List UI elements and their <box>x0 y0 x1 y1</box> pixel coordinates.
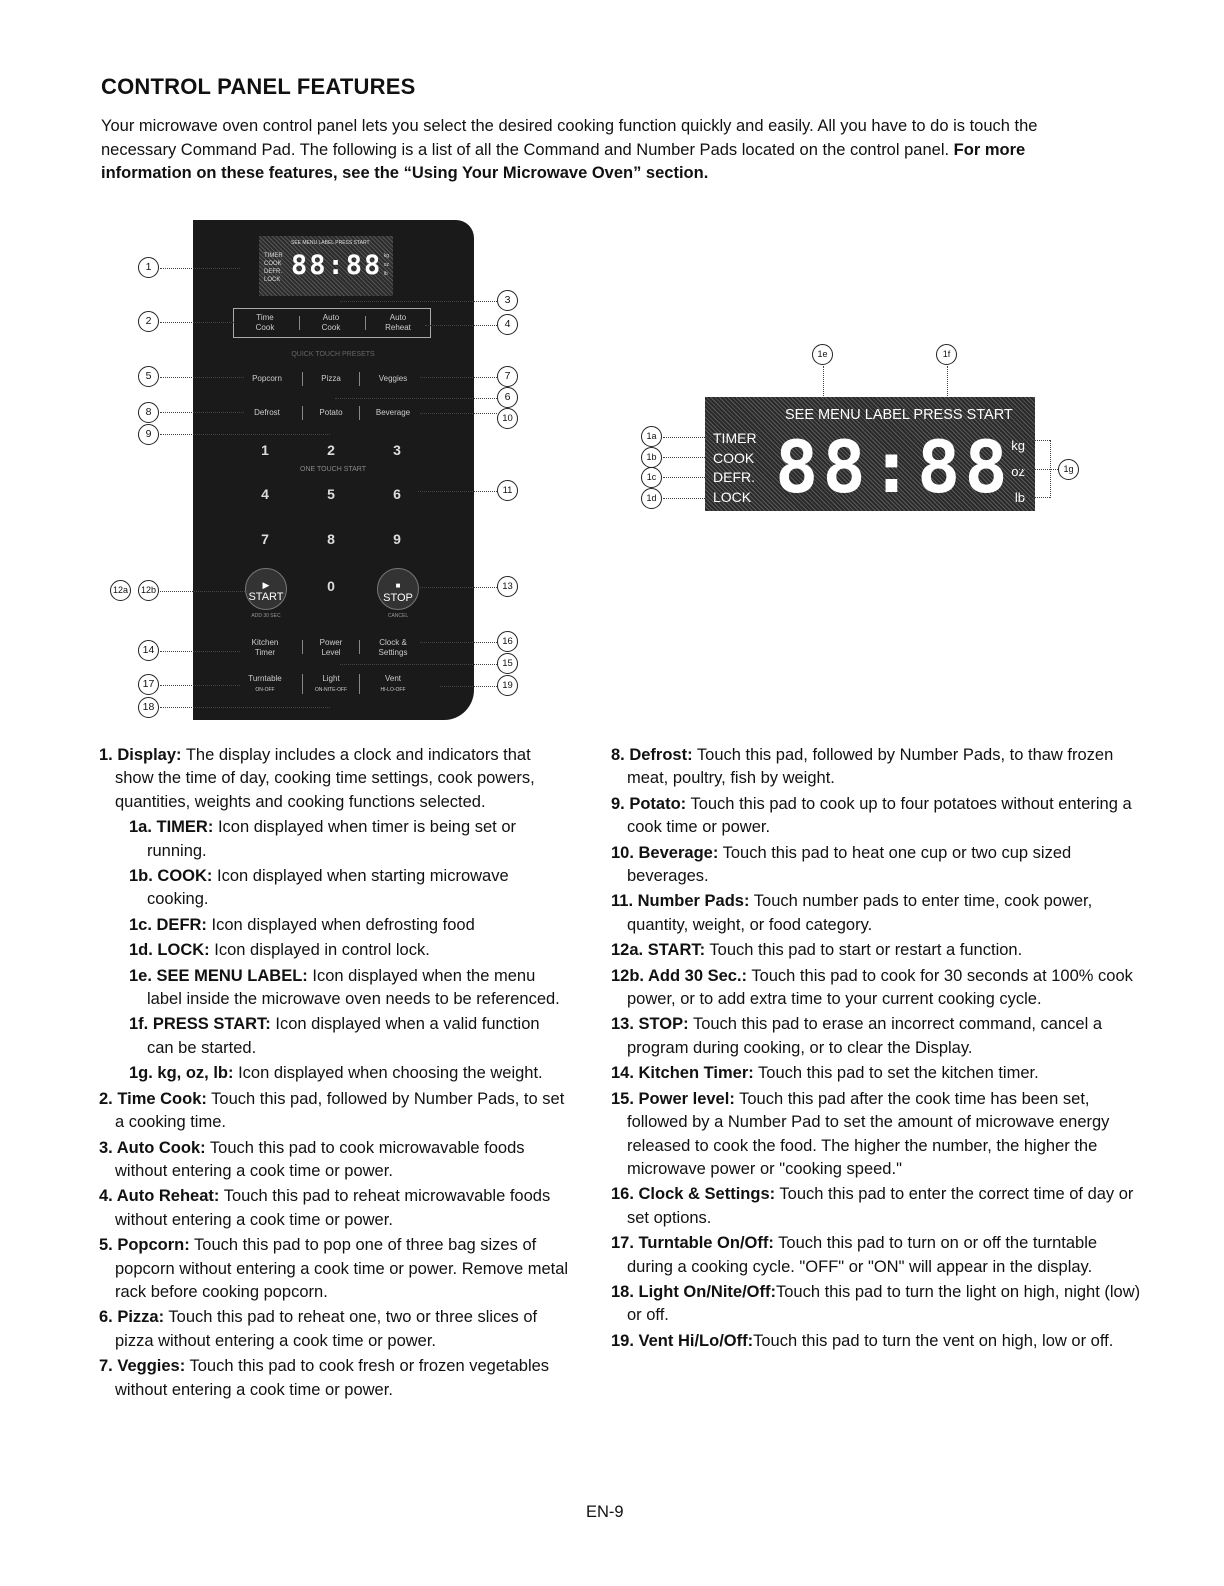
feature-description: Touch this pad to turn on or off the turntable during a cooking cycle. "OFF" or "ON" will appear in the display. <box>627 1234 1098 1276</box>
callout-10: 10 <box>497 408 518 429</box>
leader-line <box>160 268 240 269</box>
feature-item <box>99 914 569 937</box>
callout-1: 1 <box>138 257 159 278</box>
feature-item <box>611 842 1141 889</box>
feature-description: Icon displayed when timer is being set or running. <box>147 818 517 860</box>
feature-description: Icon displayed when starting microwave cooking. <box>147 867 509 909</box>
detail-indicator-lock: LOCK <box>713 488 752 505</box>
feature-item <box>99 965 569 1012</box>
feature-description: Icon displayed when a valid function can be started. <box>147 1015 540 1057</box>
leader-line <box>160 322 234 323</box>
leader-line <box>1020 497 1050 498</box>
intro-bold-text: For more information on these features, see the “Using Your Microwave Oven” section. <box>101 140 1026 182</box>
unit-oz: oz <box>383 262 389 268</box>
leader-line <box>160 707 330 708</box>
leader-line <box>663 457 713 458</box>
callout-11: 11 <box>497 480 518 501</box>
leader-line <box>160 685 240 686</box>
feature-label: 1e. SEE MENU LABEL: <box>129 966 308 985</box>
display-detail-header: SEE MENU LABEL PRESS START <box>785 407 1013 423</box>
callout-1g: 1g <box>1058 459 1079 480</box>
stop-button[interactable] <box>377 568 419 610</box>
start-label: START <box>248 591 284 603</box>
feature-description: Touch this pad to reheat microwavable foods without entering a cook time or power. <box>115 1187 551 1229</box>
feature-label: 13. STOP: <box>611 1015 689 1034</box>
feature-description: Icon displayed when choosing the weight. <box>233 1064 543 1083</box>
separator <box>365 316 366 330</box>
feature-item <box>611 965 1141 1012</box>
indicator-timer: TIMER <box>264 253 283 259</box>
feature-description: Touch this pad to reheat one, two or three slices of pizza without entering a cook time or power. <box>115 1308 538 1350</box>
feature-item <box>611 1281 1141 1328</box>
detail-unit-lb: lb <box>1014 490 1025 505</box>
feature-label: 1d. LOCK: <box>129 941 210 960</box>
feature-label: 15. Power level: <box>611 1089 735 1108</box>
leader-line <box>340 301 497 302</box>
feature-label: 3. Auto Cook: <box>99 1138 206 1157</box>
callout-12b: 12b <box>138 580 159 601</box>
page-title: CONTROL PANEL FEATURES <box>101 74 416 99</box>
leader-line <box>823 366 824 406</box>
feature-label: 10. Beverage: <box>611 843 719 862</box>
leader-line <box>160 412 244 413</box>
feature-label: 1a. TIMER: <box>129 818 214 837</box>
feature-item <box>611 1062 1141 1085</box>
feature-description: Touch number pads to enter time, cook power, quantity, weight, or food category. <box>627 892 1093 934</box>
feature-description: Touch this pad to heat one cup or two cup sized beverages. <box>627 843 1072 886</box>
number-pad-4[interactable]: 4 <box>261 486 269 502</box>
leader-line <box>440 686 497 687</box>
number-pad-9[interactable]: 9 <box>393 531 401 547</box>
feature-list-left <box>99 744 569 1404</box>
unit-kg: kg <box>383 253 389 259</box>
separator <box>359 674 360 694</box>
feature-item <box>99 939 569 962</box>
light-pad[interactable]: Light <box>322 674 340 683</box>
callout-19: 19 <box>497 675 518 696</box>
leader-line <box>663 498 713 499</box>
feature-description: Touch this pad to set the kitchen timer. <box>753 1064 1039 1083</box>
defrost-pad[interactable]: Defrost <box>254 408 280 417</box>
feature-item <box>99 1355 569 1402</box>
leader-line <box>947 366 948 406</box>
leader-line <box>663 437 713 438</box>
feature-label: 19. Vent Hi/Lo/Off: <box>611 1331 754 1350</box>
feature-item <box>611 744 1141 791</box>
indicator-defr: DEFR. <box>264 269 282 275</box>
feature-item <box>99 1013 569 1060</box>
feature-label: 12a. START: <box>611 941 706 960</box>
leader-line <box>160 651 240 652</box>
separator <box>299 316 300 330</box>
separator <box>302 674 303 694</box>
callout-9: 9 <box>138 424 159 445</box>
panel-display-header: SEE MENU LABEL PRESS START <box>291 240 370 246</box>
panel-display-units <box>384 252 389 279</box>
leader-line <box>335 398 497 399</box>
control-panel-illustration <box>193 220 474 720</box>
indicator-cook: COOK <box>264 261 282 267</box>
feature-label: 1b. COOK: <box>129 867 213 886</box>
feature-item <box>99 816 569 863</box>
feature-label: 2. Time Cook: <box>99 1089 207 1108</box>
feature-description: Touch this pad, followed by Number Pads, to set a cooking time. <box>115 1089 565 1132</box>
detail-indicator-cook: COOK <box>713 449 755 466</box>
callout-18: 18 <box>138 697 159 718</box>
callout-13: 13 <box>497 576 518 597</box>
feature-label: 7. Veggies: <box>99 1357 186 1376</box>
number-pad-1[interactable]: 1 <box>261 442 269 458</box>
callout-16: 16 <box>497 631 518 652</box>
clock-settings-pad[interactable]: Clock & Settings <box>378 638 408 657</box>
cancel-label: CANCEL <box>387 613 409 619</box>
feature-label: 17. Turntable On/Off: <box>611 1234 774 1253</box>
feature-label: 12b. Add 30 Sec.: <box>611 966 748 985</box>
panel-display-indicators <box>264 252 283 284</box>
number-pad-5[interactable]: 5 <box>327 486 335 502</box>
number-pad-2[interactable]: 2 <box>327 442 335 458</box>
feature-description: Icon displayed when defrosting food <box>206 915 475 934</box>
callout-14: 14 <box>138 640 159 661</box>
number-pad-6[interactable]: 6 <box>393 486 401 502</box>
feature-item <box>611 890 1141 937</box>
vent-pad[interactable]: Vent <box>384 674 401 683</box>
callout-12a: 12a <box>110 580 131 601</box>
feature-description: Touch this pad to pop one of three bag sizes of popcorn without entering a cook time or power. Remove metal rack before cooking popcorn. <box>115 1236 569 1301</box>
leader-line <box>160 377 244 378</box>
play-icon: ▶ <box>262 580 270 590</box>
page-number: EN-9 <box>586 1503 624 1521</box>
callout-1e: 1e <box>812 344 833 365</box>
detail-indicator-timer: TIMER <box>713 430 757 446</box>
feature-label: 6. Pizza: <box>99 1308 165 1327</box>
number-pad-3[interactable]: 3 <box>393 442 401 458</box>
intro-text: Your microwave oven control panel lets you select the desired cooking function quickly and easily. All you have to do is touch the necessary Command Pad. The following is a list of all the Command and Number Pads located on the control panel. <box>101 117 1038 159</box>
feature-label: 8. Defrost: <box>611 746 693 764</box>
add-30-sec-label: ADD 30 SEC <box>251 613 281 619</box>
beverage-pad[interactable]: Beverage <box>375 408 411 417</box>
separator <box>359 406 360 420</box>
display-detail-indicators <box>713 429 757 507</box>
callout-7: 7 <box>497 366 518 387</box>
feature-item <box>611 1232 1141 1279</box>
callout-15: 15 <box>497 653 518 674</box>
feature-description: Touch this pad to turn the vent on high, low or off. <box>753 1331 1114 1350</box>
feature-label: 1c. DEFR: <box>129 915 207 934</box>
turntable-sub: ON-OFF <box>255 687 275 693</box>
feature-item <box>611 1330 1141 1353</box>
leader-line <box>1020 469 1058 470</box>
number-pad-7[interactable]: 7 <box>261 531 269 547</box>
display-detail-illustration <box>705 397 1035 511</box>
indicator-lock: LOCK <box>264 277 281 283</box>
stop-label: STOP <box>383 592 413 604</box>
feature-label: 4. Auto Reheat: <box>99 1187 220 1206</box>
feature-description: Touch this pad to cook for 30 seconds at 100% cook power, or to add extra time to your current cooking cycle. <box>627 966 1133 1009</box>
detail-unit-kg: kg <box>1011 438 1025 453</box>
callout-1a: 1a <box>641 426 662 447</box>
feature-description: Touch this pad to enter the correct time of day or set options. <box>627 1185 1134 1227</box>
feature-item <box>99 1234 569 1304</box>
leader-line <box>418 491 497 492</box>
leader-line <box>420 377 497 378</box>
callout-1d: 1d <box>641 488 662 509</box>
feature-item <box>99 1088 569 1135</box>
feature-label: 14. Kitchen Timer: <box>611 1064 754 1083</box>
intro-paragraph <box>101 115 1111 186</box>
feature-label: 9. Potato: <box>611 794 687 813</box>
feature-label: 1. Display: <box>99 746 182 764</box>
leader-line <box>663 477 713 478</box>
callout-3: 3 <box>497 290 518 311</box>
leader-line <box>420 642 497 643</box>
callout-4: 4 <box>497 314 518 335</box>
feature-item <box>611 1183 1141 1230</box>
callout-1c: 1c <box>641 467 662 488</box>
feature-item <box>611 939 1141 962</box>
separator <box>302 640 303 654</box>
callout-5: 5 <box>138 366 159 387</box>
leader-line <box>340 664 497 665</box>
feature-description: Icon displayed when the menu label inside the microwave oven needs to be referenced. <box>147 966 560 1009</box>
popcorn-pad[interactable]: Popcorn <box>252 374 282 383</box>
feature-item <box>99 1306 569 1353</box>
feature-item <box>611 1013 1141 1060</box>
veggies-pad[interactable]: Veggies <box>378 374 408 383</box>
number-pad-8[interactable]: 8 <box>327 531 335 547</box>
separator <box>359 640 360 654</box>
display-detail-units <box>1011 433 1025 511</box>
callout-2: 2 <box>138 311 159 332</box>
feature-item <box>611 793 1141 840</box>
callout-6: 6 <box>497 387 518 408</box>
auto-cook-pad[interactable]: Auto Cook <box>321 313 341 332</box>
leader-line <box>420 587 497 588</box>
leader-line <box>1020 440 1050 441</box>
feature-label: 1g. kg, oz, lb: <box>129 1064 234 1083</box>
panel-display-digits: 88:88 <box>291 250 383 281</box>
feature-item <box>99 744 569 814</box>
auto-reheat-pad[interactable]: Auto Reheat <box>385 313 411 332</box>
light-sub: ON-NITE-OFF <box>314 687 348 693</box>
feature-description: Touch this pad to cook microwavable foods without entering a cook time or power. <box>115 1138 525 1180</box>
feature-item <box>611 1088 1141 1182</box>
feature-label: 16. Clock & Settings: <box>611 1185 776 1204</box>
leader-line <box>420 413 497 414</box>
detail-unit-oz: oz <box>1011 464 1025 479</box>
feature-description: Touch this pad, followed by Number Pads, to thaw frozen meat, poultry, fish by weight. <box>627 746 1114 788</box>
start-button[interactable] <box>245 568 287 610</box>
time-cook-pad[interactable]: Time Cook <box>255 313 275 332</box>
callout-8: 8 <box>138 402 159 423</box>
panel-display <box>259 236 393 296</box>
presets-label: QUICK TOUCH PRESETS <box>291 351 375 358</box>
feature-item <box>99 865 569 912</box>
separator <box>302 406 303 420</box>
feature-label: 5. Popcorn: <box>99 1236 190 1255</box>
callout-17: 17 <box>138 674 159 695</box>
turntable-pad[interactable]: Turntable <box>248 674 282 683</box>
detail-indicator-defr: DEFR. <box>713 469 755 485</box>
feature-description: Touch this pad to cook up to four potatoes without entering a cook time or power. <box>627 794 1132 837</box>
vent-sub: HI-LO-OFF <box>380 687 406 693</box>
feature-description: Touch this pad to cook fresh or frozen vegetables without entering a cook time or power. <box>115 1357 550 1399</box>
leader-line <box>160 434 330 435</box>
leader-line <box>425 325 497 326</box>
feature-label: 1f. PRESS START: <box>129 1015 271 1034</box>
unit-lb: lb <box>383 271 388 277</box>
feature-description: Touch this pad to start or restart a function. <box>705 941 1023 960</box>
pizza-pad[interactable]: Pizza <box>321 374 341 383</box>
kitchen-timer-pad[interactable]: Kitchen Timer <box>251 638 279 657</box>
separator <box>302 372 303 386</box>
leader-line <box>160 591 245 592</box>
feature-item <box>99 1185 569 1232</box>
callout-1b: 1b <box>641 447 662 468</box>
feature-description: The display includes a clock and indicators that show the time of day, cooking time settings, cook powers, quantities, weights and cooking functions selected. <box>115 746 535 811</box>
power-level-pad[interactable]: Power Level <box>319 638 343 657</box>
feature-description: Touch this pad to turn the light on high, night (low) or off. <box>627 1282 1141 1325</box>
separator <box>359 372 360 386</box>
one-touch-start-label: ONE TOUCH START <box>300 466 366 473</box>
stop-square-icon: ■ <box>395 581 401 590</box>
feature-description: Touch this pad to erase an incorrect command, cancel a program during cooking, or to clear the Display. <box>627 1015 1102 1057</box>
feature-description: Touch this pad after the cook time has been set, followed by a Number Pad to set the amount of microwave energy released to cook the food. The higher the number, the higher the microwave power or "cooking speed." <box>627 1089 1110 1178</box>
callout-1f: 1f <box>936 344 957 365</box>
potato-pad[interactable]: Potato <box>319 408 343 417</box>
feature-label: 11. Number Pads: <box>611 892 750 911</box>
display-detail-digits: 88:88 <box>775 425 1012 509</box>
feature-item <box>99 1137 569 1184</box>
feature-item <box>99 1062 569 1085</box>
feature-label: 18. Light On/Nite/Off: <box>611 1282 776 1301</box>
feature-description: Icon displayed in control lock. <box>209 941 430 960</box>
feature-list-right <box>611 744 1141 1355</box>
number-pad-0[interactable]: 0 <box>327 578 335 594</box>
